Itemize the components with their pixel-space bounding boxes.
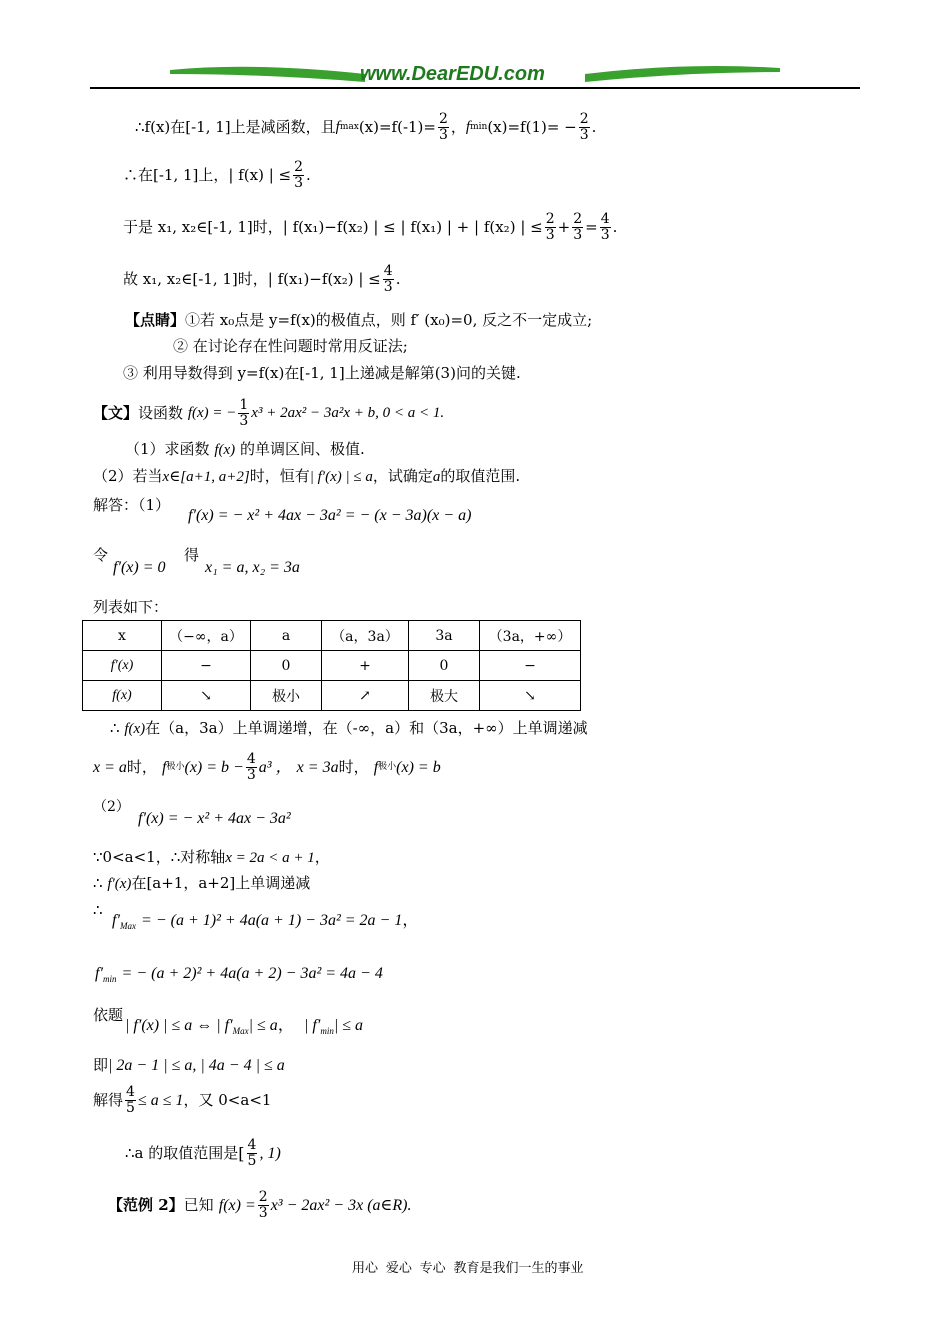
- footer-text: 用心 爱心 专心 教育是我们一生的事业: [352, 1261, 584, 1276]
- note-1: 【点睛】①若 x₀点是 y=f(x)的极值点，则 f′ (x₀)=0, 反之不一定成立;: [125, 311, 593, 329]
- table-caption: 列表如下：: [93, 598, 169, 616]
- extreme-values: x = a 时， f 极小 (x) = b − $\frac{4}{3}$ a³ ， x = 3a 时， f 极小 (x) = b: [93, 751, 441, 784]
- fraction: $\frac{4}{5}$: [126, 1084, 135, 1117]
- fraction: $\frac{1}{3}$: [239, 397, 249, 430]
- header-logo-text: www.DearEDU.com: [360, 63, 545, 85]
- table-row: x （−∞，a） a （a，3a） 3a （3a，+∞）: [83, 621, 581, 651]
- header-rule: [90, 87, 860, 89]
- condition-4-eq: $f'_{min}$ = − (a + 2)² + 4a(a + 2) − 3a² = 4a − 4: [95, 965, 383, 985]
- after-table-1: ∴ f(x)在（a，3a）上单调递增，在（-∞，a）和（3a，+∞）上单调递减: [110, 719, 588, 737]
- ling-label: 令: [93, 546, 109, 564]
- ling-eq: f′(x) = 0: [113, 559, 166, 576]
- answer-eq-1: f′(x) = − x² + 4ax − 3a² = − (x − 3a)(x − a): [188, 507, 472, 524]
- line-2: ∴在[-1, 1]上，| f(x) | ≤ $\frac{2}{3}$ .: [123, 159, 311, 192]
- condition-2: ∴ f′(x)在[a+1，a+2]上单调递减: [93, 874, 311, 892]
- note-2: ② 在讨论存在性问题时常用反证法;: [173, 337, 408, 355]
- fraction: $\frac{4}{3}$: [383, 263, 393, 296]
- condition-3-label: ∴: [93, 901, 103, 919]
- part-2-eq: f′(x) = − x² + 4ax − 3a²: [138, 810, 291, 827]
- fraction: $\frac{2}{3}$: [579, 111, 589, 144]
- answer-label: 解答：（1）: [93, 496, 171, 514]
- fraction: $\frac{2}{3}$: [438, 111, 448, 144]
- condition-5-label: 依题: [93, 1006, 124, 1024]
- wen-problem: 【文】 设函数 f(x) = − $\frac{1}{3}$ x³ + 2ax² − 3a²x + b, 0 < a < 1.: [93, 397, 445, 430]
- condition-1: ∵0<a<1，∴对称轴x = 2a < a + 1，: [93, 848, 330, 866]
- fraction: $\frac{2}{3}$: [258, 1189, 268, 1222]
- fraction: 4 5: [247, 1137, 257, 1170]
- example-2: 【范例 2】 已知 f(x) = $\frac{2}{3}$ x³ − 2ax² − 3x (a∈R).: [108, 1189, 412, 1222]
- fraction: $\frac{2}{3}$: [573, 211, 583, 244]
- fraction: $\frac{4}{3}$: [246, 751, 256, 784]
- de-label: 得: [184, 546, 200, 564]
- condition-7: 解得 $\frac{4}{5}$ ≤ a ≤ 1 ，又 0<a<1: [93, 1084, 272, 1117]
- condition-8: ∴a 的取值范围是 [ 4 5 , 1): [125, 1137, 281, 1170]
- line-1-text: ∴f(x)在[-1, 1]上是减函数，且: [135, 118, 336, 137]
- question-1: （1）求函数 f(x) 的单调区间、极值.: [125, 440, 365, 458]
- line-1: ∴f(x)在[-1, 1]上是减函数，且 f max (x)=f(-1)= $\frac{2}{3}$ ， f min (x)=f(1)= − $\frac{2}{3}$ .: [135, 111, 597, 144]
- table-row: f(x) ↘ 极小 ↗ 极大 ↘: [83, 681, 581, 711]
- line-3: 于是 x₁, x₂∈[-1, 1]时，| f(x₁)−f(x₂) | ≤ | f(x₁) | + | f(x₂) | ≤ $\frac{2}{3}$ + $\frac{2}{3}$ = $\frac{4}{3}$ .: [123, 211, 618, 244]
- ling-solution: x₁ = a, x₂ = 3a: [205, 559, 300, 576]
- question-2: （2）若当x∈[a+1, a+2]时，恒有| f′(x) | ≤ a，试确定a的取值范围.: [93, 467, 521, 485]
- table-row: f′(x) − 0 + 0 −: [83, 651, 581, 681]
- part-2-label: （2）: [93, 799, 130, 815]
- note-3: ③ 利用导数得到 y=f(x)在[-1, 1]上递减是解第(3)问的关键.: [123, 364, 521, 382]
- fraction: $\frac{2}{3}$: [294, 159, 304, 192]
- condition-3-eq: $f'_{Max}$ = − (a + 1)² + 4a(a + 1) − 3a² = 2a − 1，: [112, 910, 419, 932]
- fraction: $\frac{4}{3}$: [600, 211, 610, 244]
- line-4: 故 x₁, x₂∈[-1, 1]时，| f(x₁)−f(x₂) | ≤ $\frac{4}{3}$ .: [123, 263, 401, 296]
- fraction: $\frac{2}{3}$: [545, 211, 555, 244]
- condition-5-eq: | f′(x) | ≤ a ⇔ | $f'_{Max}| \le a$， | $f'_{min}| \le a$: [125, 1015, 364, 1037]
- note-label: 【点睛】: [125, 311, 186, 329]
- condition-6: 即| 2a − 1 | ≤ a, | 4a − 4 | ≤ a: [93, 1056, 285, 1074]
- monotonicity-table: [82, 620, 581, 711]
